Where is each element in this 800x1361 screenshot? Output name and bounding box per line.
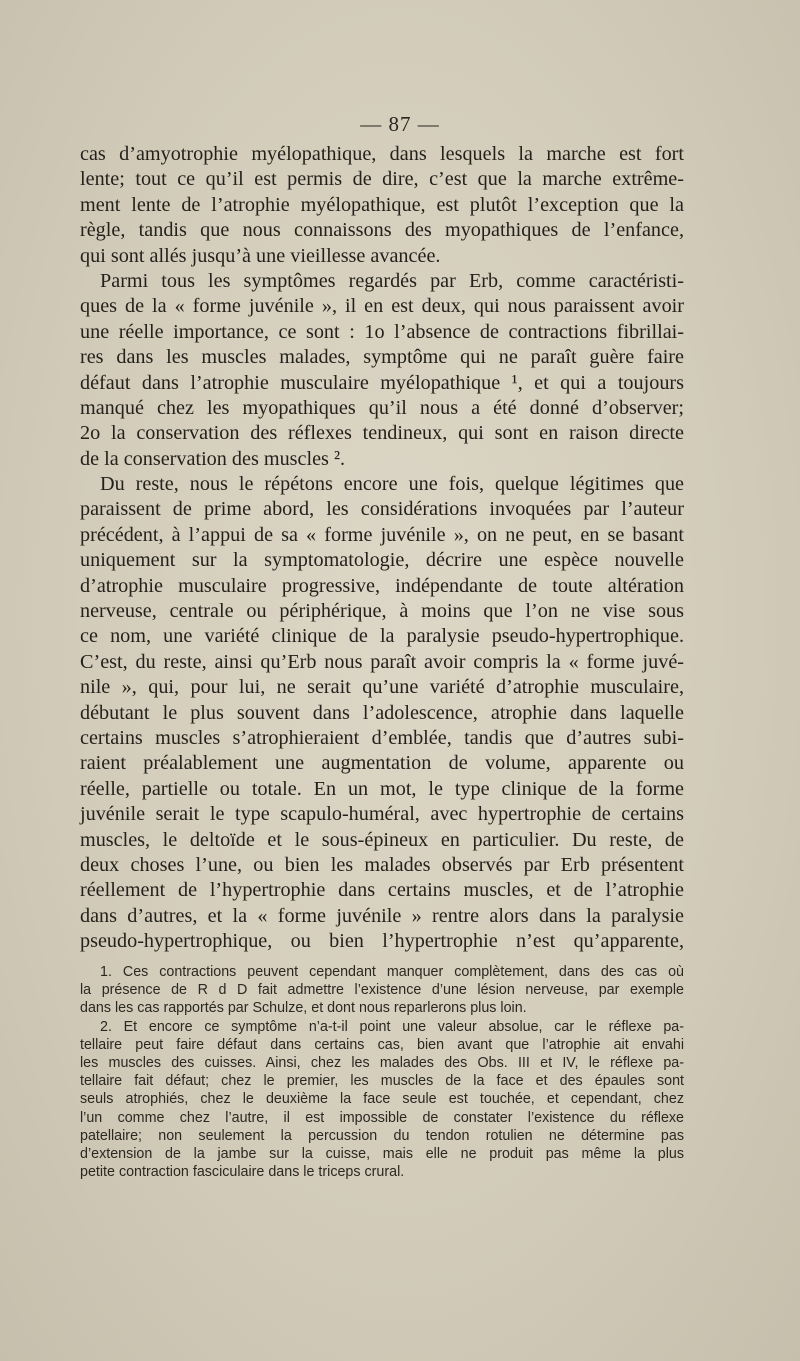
- footnote-line: tellaire fait défaut; chez le premier, les muscles de la face et des épaules sont: [80, 1073, 684, 1090]
- text-line: qui sont allés jusqu’à une vieillesse avancée.: [80, 244, 441, 267]
- text-line: précédent, à l’appui de sa « forme juvénile », on ne peut, en se basant: [80, 523, 684, 546]
- footnote-line: l’un comme chez l’autre, il est impossible de constater l’existence du réflexe: [80, 1109, 684, 1126]
- page-number: — 87 —: [360, 112, 440, 136]
- text-line: C’est, du reste, ainsi qu’Erb nous paraît avoir compris la « forme juvé-: [80, 650, 684, 673]
- text-line: deux choses l’une, ou bien les malades observés par Erb présentent: [80, 853, 684, 876]
- footnote-line: d’extension de la jambe sur la cuisse, mais elle ne produit pas même la plus: [80, 1145, 684, 1162]
- text-line: lente; tout ce qu’il est permis de dire, c’est que la marche extrême-: [80, 168, 684, 191]
- text-line: ques de la « forme juvénile », il en est deux, qui nous paraissent avoir: [80, 295, 684, 318]
- footnote-line: patellaire; non seulement la percussion du tendon rotulien ne détermine pas: [80, 1127, 684, 1144]
- text-line: manqué chez les myopathiques qu’il nous a été donné d’observer;: [80, 396, 684, 419]
- text-line: d’atrophie musculaire progressive, indépendante de toute altération: [80, 574, 684, 597]
- text-line: réellement de l’hypertrophie dans certains muscles, et de l’atrophie: [80, 879, 684, 902]
- text-line: juvénile serait le type scapulo-huméral, avec hypertrophie de certains: [80, 803, 684, 826]
- text-line: raient préalablement une augmentation de volume, apparente ou: [80, 752, 684, 775]
- text-line: 2o la conservation des réflexes tendineux, qui sont en raison directe: [80, 422, 684, 445]
- footnote-line: dans les cas rapportés par Schulze, et dont nous reparlerons plus loin.: [80, 1000, 527, 1017]
- text-line: Du reste, nous le répétons encore une fois, quelque légitimes que: [100, 473, 684, 496]
- text-line: nerveuse, centrale ou périphérique, à moins que l’on ne vise sous: [80, 600, 684, 623]
- text-line: ce nom, une variété clinique de la paralysie pseudo-hypertrophique.: [80, 625, 684, 648]
- text-line: règle, tandis que nous connaissons des myopathiques de l’enfance,: [80, 219, 684, 242]
- text-line: cas d’amyotrophie myélopathique, dans lesquels la marche est fort: [80, 143, 684, 165]
- footnote-line: tellaire peut faire défaut dans certains cas, bien avant que l’atrophie ait envahi: [80, 1036, 684, 1053]
- footnotes: [80, 963, 684, 1181]
- footnote-line: les muscles des cuisses. Ainsi, chez les malades des Obs. III et IV, le réflexe pa-: [80, 1054, 684, 1071]
- text-line: ment lente de l’atrophie myélopathique, est plutôt l’exception que la: [80, 193, 684, 216]
- text-line: uniquement sur la symptomatologie, décrire une espèce nouvelle: [80, 549, 684, 572]
- text-line: de la conservation des muscles ².: [80, 447, 346, 470]
- text-line: muscles, le deltoïde et le sous-épineux en particulier. Du reste, de: [80, 828, 684, 851]
- text-line: nile », qui, pour lui, ne serait qu’une variété d’atrophie musculaire,: [80, 676, 684, 699]
- footnote-line: la présence de R d D fait admettre l’existence d’une lésion nerveuse, par exemple: [80, 982, 684, 999]
- text-line: certains muscles s’atrophieraient d’emblée, tandis que d’autres subi-: [80, 726, 684, 749]
- text-line: réelle, partielle ou totale. En un mot, le type clinique de la forme: [80, 777, 684, 800]
- footnote-line: 2. Et encore ce symptôme n’a-t-il point une valeur absolue, car le réflexe pa-: [100, 1018, 684, 1035]
- footnote-line: 1. Ces contractions peuvent cependant manquer complètement, dans des cas où: [100, 964, 684, 980]
- footnote-line: petite contraction fasciculaire dans le triceps crural.: [80, 1164, 405, 1181]
- text-line: paraissent de prime abord, les considérations invoquées par l’auteur: [80, 498, 684, 521]
- text-line: dans d’autres, et la « forme juvénile » rentre alors dans la paralysie: [80, 904, 684, 927]
- text-line: défaut dans l’atrophie musculaire myélopathique ¹, et qui a toujours: [80, 371, 684, 394]
- footnote-line: seuls atrophiés, chez le deuxième la face seule est touchée, et cependant, chez: [80, 1091, 684, 1108]
- text-line: res dans les muscles malades, symptôme qui ne paraît guère faire: [80, 346, 684, 369]
- text-line: une réelle importance, ce sont : 1o l’absence de contractions fibrillai-: [80, 320, 684, 343]
- text-line: débutant le plus souvent dans l’adolescence, atrophie dans laquelle: [80, 701, 684, 724]
- text-line: pseudo-hypertrophique, ou bien l’hypertrophie n’est qu’apparente,: [80, 930, 684, 953]
- text-line: Parmi tous les symptômes regardés par Erb, comme caractéristi-: [100, 269, 684, 292]
- main-text: [80, 142, 684, 955]
